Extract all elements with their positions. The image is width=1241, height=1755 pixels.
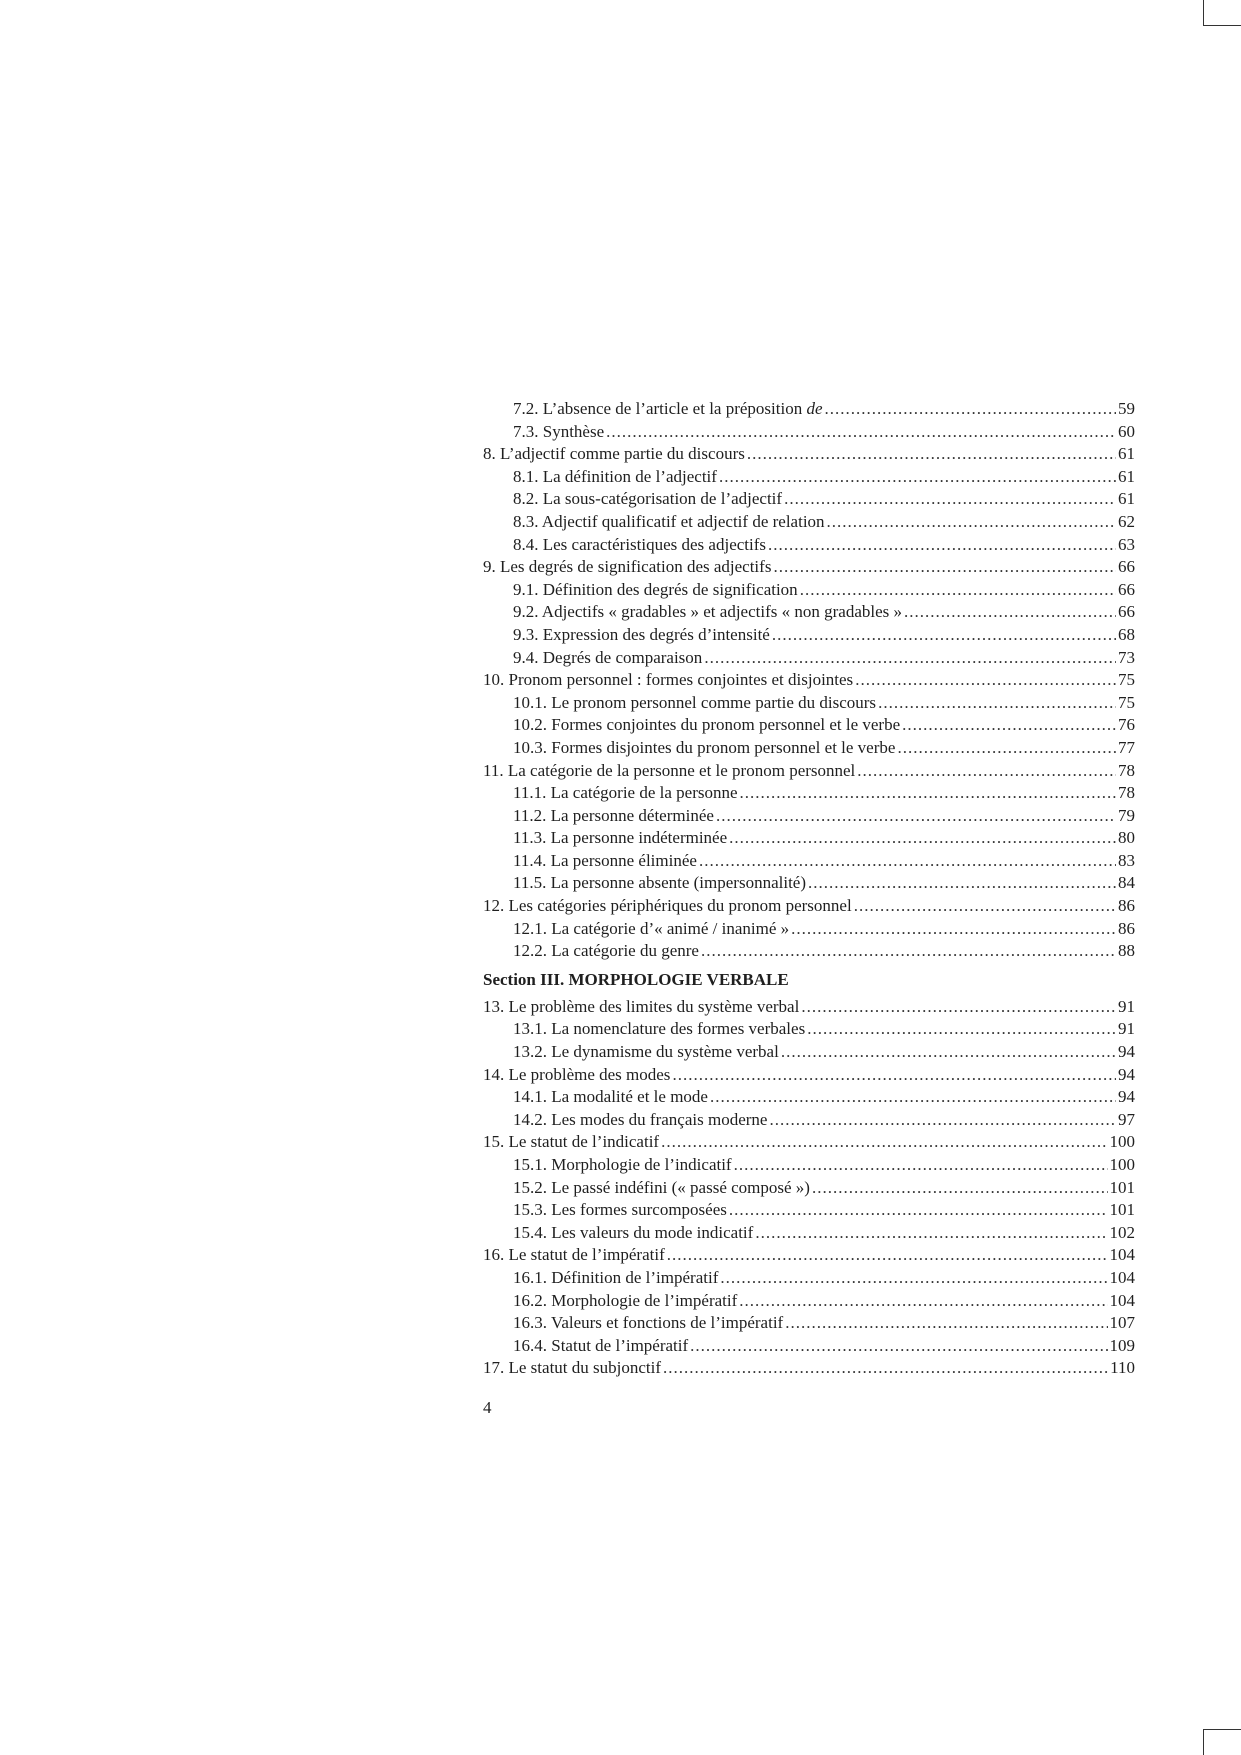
toc-entry: [483, 647, 1135, 670]
toc-entry-page: 61: [1118, 466, 1135, 486]
toc-entry: [483, 1086, 1135, 1109]
toc-entry-title: 9.3. Expression des degrés d’intensité: [513, 624, 770, 644]
toc-entry-title: 9.2. Adjectifs « gradables » et adjectifs « non gradables »: [513, 602, 902, 622]
toc-entry-page: 88: [1118, 941, 1135, 961]
dot-leader: [667, 1244, 1108, 1267]
toc-entry: [483, 601, 1135, 624]
dot-leader: [784, 488, 1116, 511]
toc-entry-title: 11. La catégorie de la personne et le pronom personnel: [483, 760, 856, 780]
dot-leader: [827, 511, 1116, 534]
toc-entry-page: 94: [1118, 1064, 1135, 1084]
toc-entry-title: 16.4. Statut de l’impératif: [513, 1335, 689, 1355]
toc-entry-page: 100: [1109, 1132, 1135, 1152]
dot-leader: [740, 782, 1116, 805]
toc-entry: [483, 714, 1135, 737]
toc-entry-page: 73: [1118, 647, 1135, 667]
toc-entry-page: 91: [1118, 996, 1135, 1016]
dot-leader: [773, 556, 1116, 579]
toc-entry-title: 10. Pronom personnel : formes conjointes et disjointes: [483, 670, 854, 690]
toc-entry-page: 78: [1118, 760, 1135, 780]
dot-leader: [690, 1335, 1107, 1358]
dot-leader: [785, 1312, 1107, 1335]
section-heading: Section III. MORPHOLOGIE VERBALE: [483, 969, 789, 989]
toc-entry-title: 10.2. Formes conjointes du pronom personnel et le verbe: [513, 715, 901, 735]
toc-entry-page: 86: [1118, 918, 1135, 938]
dot-leader: [825, 398, 1116, 421]
dot-leader: [897, 737, 1116, 760]
toc-entry-page: 101: [1109, 1200, 1135, 1220]
toc-entry-title: 13. Le problème des limites du système verbal: [483, 996, 800, 1016]
toc-entry: [483, 466, 1135, 489]
toc-entry: [483, 669, 1135, 692]
toc-entry-title: 12.2. La catégorie du genre: [513, 941, 699, 961]
toc-entry-page: 104: [1109, 1245, 1135, 1265]
toc-entry-title: 11.1. La catégorie de la personne: [513, 783, 738, 803]
toc-entry: [483, 443, 1135, 466]
toc-part-a: [483, 398, 1135, 963]
toc-entry-title: 8.4. Les caractéristiques des adjectifs: [513, 534, 767, 554]
toc-entry: [483, 534, 1135, 557]
table-of-contents: [483, 398, 1135, 1380]
toc-entry: [483, 624, 1135, 647]
toc-entry: [483, 895, 1135, 918]
toc-entry-page: 107: [1109, 1313, 1135, 1333]
toc-entry: [483, 1154, 1135, 1177]
dot-leader: [719, 466, 1116, 489]
dot-leader: [812, 1177, 1108, 1200]
toc-entry-title: 11.3. La personne indéterminée: [513, 828, 728, 848]
toc-entry-page: 97: [1118, 1109, 1135, 1129]
dot-leader: [854, 895, 1116, 918]
toc-entry-title: 13.1. La nomenclature des formes verbales: [513, 1019, 806, 1039]
toc-entry-title: 16.1. Définition de l’impératif: [513, 1267, 719, 1287]
dot-leader: [904, 601, 1116, 624]
toc-entry-title: 13.2. Le dynamisme du système verbal: [513, 1042, 779, 1062]
dot-leader: [902, 714, 1116, 737]
dot-leader: [878, 692, 1116, 715]
toc-entry-page: 100: [1109, 1155, 1135, 1174]
crop-mark-bottom-vertical: [1203, 1729, 1204, 1755]
dot-leader: [734, 1154, 1108, 1177]
toc-entry-page: 66: [1118, 557, 1135, 577]
toc-entry: [483, 579, 1135, 602]
dot-leader: [747, 443, 1116, 466]
toc-entry: [483, 1177, 1135, 1200]
dot-leader: [755, 1222, 1107, 1245]
toc-entry-title: 15.1. Morphologie de l’indicatif: [513, 1155, 732, 1174]
toc-entry-title: 8.1. La définition de l’adjectif: [513, 466, 717, 486]
toc-entry-title: 16.2. Morphologie de l’impératif: [513, 1290, 738, 1310]
crop-mark-top-vertical: [1203, 0, 1204, 26]
toc-entry-page: 101: [1109, 1177, 1135, 1197]
toc-entry-title: 15.3. Les formes surcomposées: [513, 1200, 727, 1220]
toc-entry: [483, 1267, 1135, 1290]
toc-entry: [483, 1041, 1135, 1064]
toc-entry-page: 84: [1118, 873, 1135, 893]
toc-entry-page: 61: [1118, 444, 1135, 464]
toc-entry-title: 9.1. Définition des degrés de signification: [513, 579, 798, 599]
dot-leader: [800, 579, 1116, 602]
toc-entry-page: 68: [1118, 624, 1135, 644]
toc-entry-title: 10.1. Le pronom personnel comme partie du discours: [513, 692, 877, 712]
toc-entry-title: 8.2. La sous-catégorisation de l’adjectif: [513, 489, 783, 509]
dot-leader: [808, 872, 1116, 895]
toc-entry-page: 83: [1118, 850, 1135, 870]
toc-entry-title: 7.2. L’absence de l’article et la préposition de: [513, 399, 823, 418]
page-number: 4: [483, 1398, 492, 1417]
toc-entry-title: 8. L’adjectif comme partie du discours: [483, 444, 745, 464]
dot-leader: [739, 1290, 1107, 1313]
dot-leader: [729, 1199, 1108, 1222]
toc-entry: [483, 760, 1135, 783]
dot-leader: [661, 1131, 1107, 1154]
toc-entry-page: 75: [1118, 692, 1135, 712]
toc-entry-page: 102: [1109, 1222, 1135, 1242]
toc-entry: [483, 918, 1135, 941]
toc-entry: [483, 996, 1135, 1019]
toc-entry-page: 75: [1118, 670, 1135, 690]
toc-entry-title: 7.3. Synthèse: [513, 421, 605, 441]
dot-leader: [772, 624, 1116, 647]
toc-entry-page: 62: [1118, 511, 1135, 531]
toc-entry: [483, 1290, 1135, 1313]
dot-leader: [781, 1041, 1116, 1064]
dot-leader: [716, 805, 1116, 828]
toc-entry: [483, 488, 1135, 511]
dot-leader: [857, 760, 1116, 783]
toc-entry: [483, 1244, 1135, 1267]
toc-entry: [483, 1222, 1135, 1245]
toc-entry: [483, 1131, 1135, 1154]
toc-entry: [483, 556, 1135, 579]
toc-entry-page: 104: [1109, 1267, 1135, 1287]
toc-entry-title: 9. Les degrés de signification des adjectifs: [483, 557, 772, 577]
toc-entry: [483, 1199, 1135, 1222]
toc-entry-title: 11.4. La personne éliminée: [513, 850, 697, 870]
toc-entry-page: 104: [1109, 1290, 1135, 1310]
crop-mark-top-horizontal: [1203, 25, 1241, 26]
toc-entry-page: 94: [1118, 1042, 1135, 1062]
toc-entry-title: 10.3. Formes disjointes du pronom personnel et le verbe: [513, 737, 896, 757]
toc-entry-page: 63: [1118, 534, 1135, 554]
toc-entry: [483, 782, 1135, 805]
toc-entry: [483, 1335, 1135, 1358]
dot-leader: [720, 1267, 1107, 1290]
toc-entry-title: 16.3. Valeurs et fonctions de l’impératif: [513, 1313, 784, 1333]
toc-entry: [483, 827, 1135, 850]
dot-leader: [701, 940, 1116, 963]
toc-entry: [483, 421, 1135, 444]
dot-leader: [855, 669, 1116, 692]
toc-entry-page: 66: [1118, 602, 1135, 622]
toc-entry-title: 12. Les catégories périphériques du pronom personnel: [483, 896, 852, 916]
dot-leader: [807, 1018, 1116, 1041]
dot-leader: [672, 1064, 1116, 1087]
toc-entry: [483, 1064, 1135, 1087]
toc-entry-title: 17. Le statut du subjonctif: [483, 1358, 662, 1378]
toc-entry-title: 8.3. Adjectif qualificatif et adjectif de relation: [513, 511, 825, 531]
toc-entry-page: 94: [1118, 1087, 1135, 1107]
toc-entry-page: 79: [1118, 805, 1135, 825]
toc-entry-title: 14.1. La modalité et le mode: [513, 1087, 708, 1107]
dot-leader: [729, 827, 1116, 850]
toc-entry: [483, 1312, 1135, 1335]
toc-entry: [483, 1357, 1135, 1380]
dot-leader: [791, 918, 1116, 941]
crop-mark-bottom-horizontal: [1203, 1729, 1241, 1730]
toc-entry-page: 61: [1118, 489, 1135, 509]
dot-leader: [768, 534, 1116, 557]
dot-leader: [606, 421, 1116, 444]
toc-entry-page: 110: [1110, 1358, 1135, 1378]
dot-leader: [663, 1357, 1108, 1380]
toc-entry-title: 11.5. La personne absente (impersonnalité): [513, 873, 806, 893]
dot-leader: [699, 850, 1116, 873]
toc-entry-page: 76: [1118, 715, 1135, 735]
toc-entry-title: 15.2. Le passé indéfini (« passé composé »): [513, 1177, 810, 1197]
toc-entry: [483, 511, 1135, 534]
toc-entry: [483, 872, 1135, 895]
toc-entry-title: 9.4. Degrés de comparaison: [513, 647, 703, 667]
toc-entry-page: 78: [1118, 783, 1135, 803]
toc-entry-page: 109: [1109, 1335, 1135, 1355]
toc-entry: [483, 1109, 1135, 1132]
toc-entry-page: 59: [1118, 399, 1135, 418]
toc-entry: [483, 1018, 1135, 1041]
toc-entry-page: 60: [1118, 421, 1135, 441]
toc-part-b: [483, 996, 1135, 1380]
toc-entry: [483, 850, 1135, 873]
toc-entry-title: 16. Le statut de l’impératif: [483, 1245, 665, 1265]
dot-leader: [801, 996, 1116, 1019]
toc-entry-title: 12.1. La catégorie d’« animé / inanimé »: [513, 918, 790, 938]
dot-leader: [769, 1109, 1116, 1132]
toc-entry-page: 66: [1118, 579, 1135, 599]
toc-entry-title: 15. Le statut de l’indicatif: [483, 1132, 660, 1152]
dot-leader: [704, 647, 1116, 670]
toc-entry: [483, 692, 1135, 715]
toc-entry-page: 86: [1118, 896, 1135, 916]
toc-entry-title: 15.4. Les valeurs du mode indicatif: [513, 1222, 754, 1242]
toc-entry-title: 14.2. Les modes du français moderne: [513, 1109, 768, 1129]
toc-entry: [483, 805, 1135, 828]
toc-entry-page: 80: [1118, 828, 1135, 848]
toc-entry-title: 14. Le problème des modes: [483, 1064, 671, 1084]
toc-entry: [483, 398, 1135, 421]
toc-entry: [483, 940, 1135, 963]
toc-entry-page: 77: [1118, 737, 1135, 757]
dot-leader: [710, 1086, 1116, 1109]
toc-entry: [483, 737, 1135, 760]
toc-entry-page: 91: [1118, 1019, 1135, 1039]
toc-entry-title: 11.2. La personne déterminée: [513, 805, 714, 825]
